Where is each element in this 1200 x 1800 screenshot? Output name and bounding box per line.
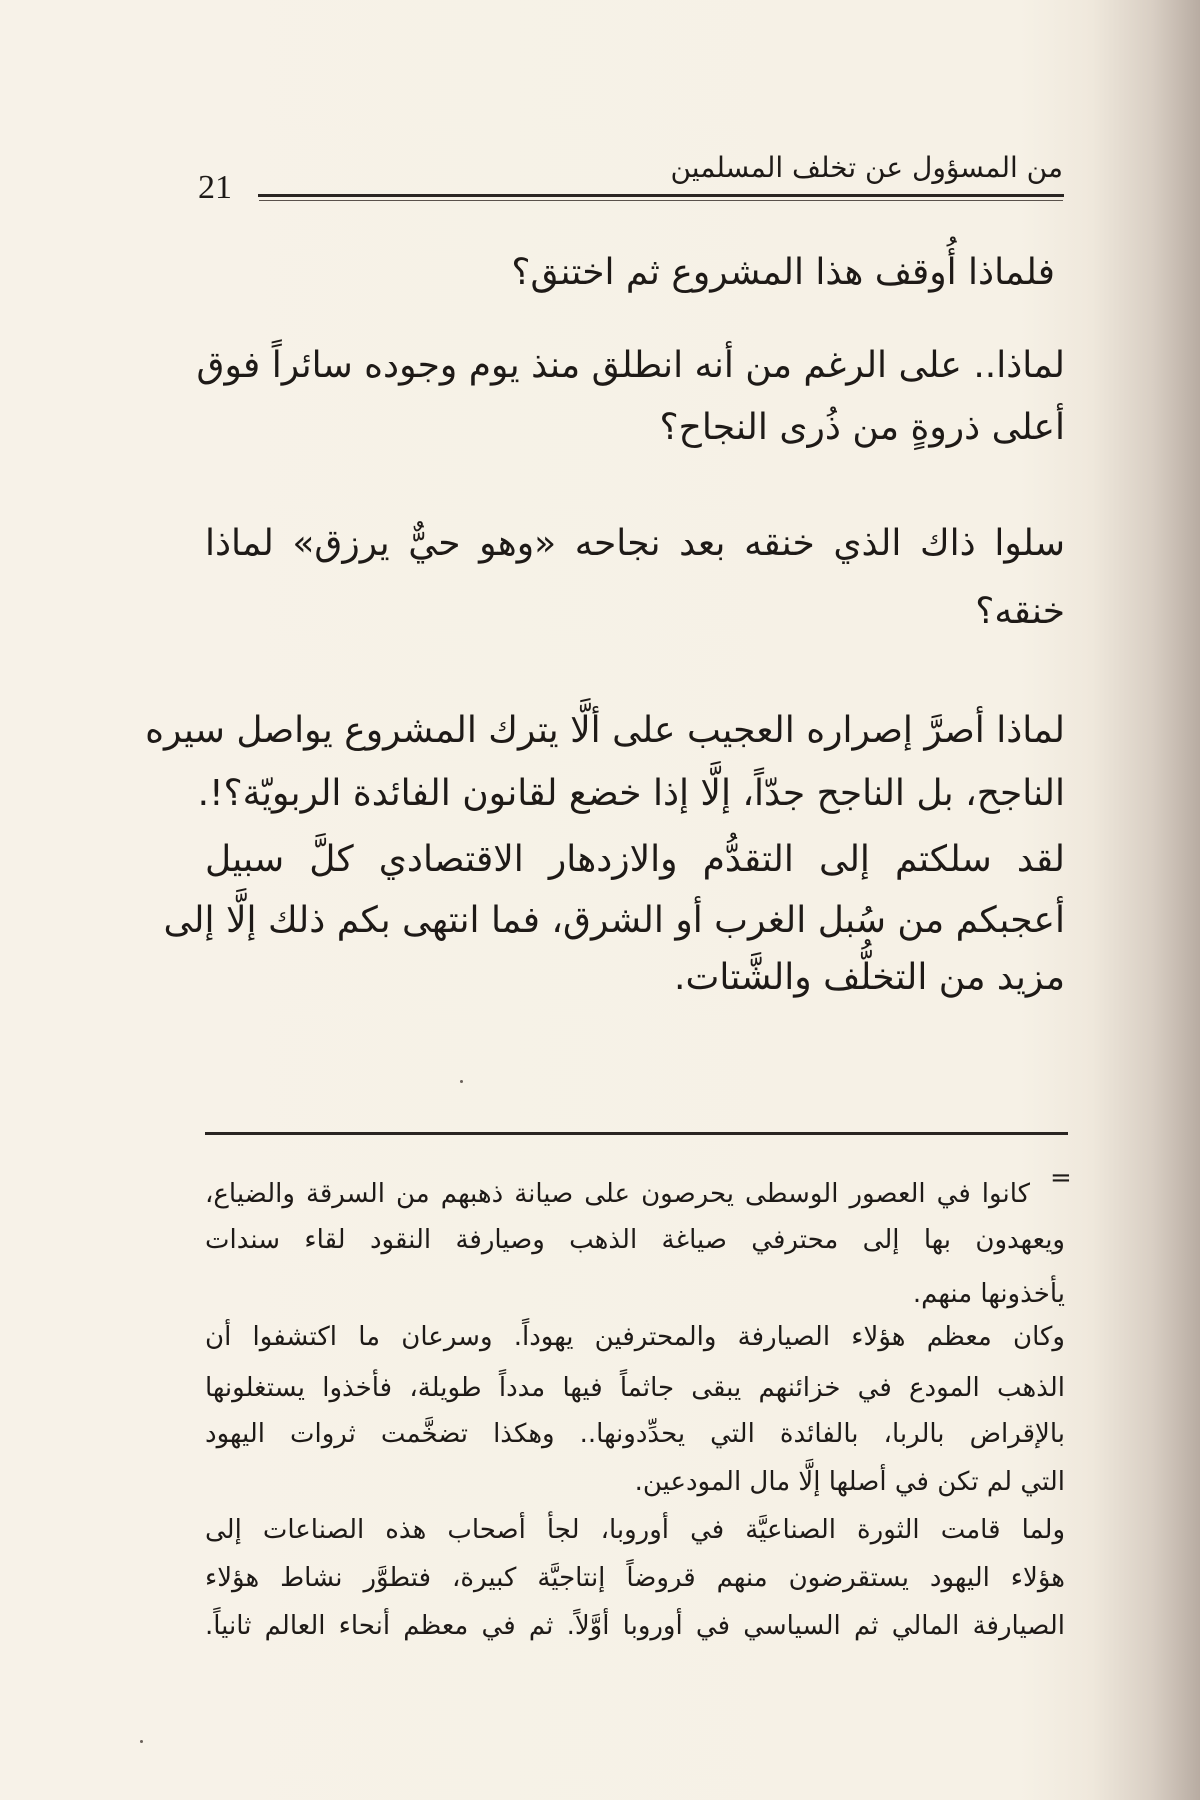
footnote-line: ولما قامت الثورة الصناعيَّة في أوروبا، لجأ أصحاب هذه الصناعات إلى [205, 1515, 1065, 1545]
body-line: لماذا.. على الرغم من أنه انطلق منذ يوم وجوده سائراً فوق [196, 345, 1065, 386]
body-line: لماذا أصرَّ إصراره العجيب على ألَّا يترك المشروع يواصل سيره [145, 710, 1065, 751]
body-line: أعلى ذروةٍ من ذُرى النجاح؟ [659, 407, 1065, 448]
paper-speck [140, 1740, 143, 1743]
footnote-line: هؤلاء اليهود يستقرضون منهم قروضاً إنتاجيَّة كبيرة، فتطوَّر نشاط هؤلاء [205, 1563, 1065, 1593]
footnote-separator-rule [205, 1132, 1068, 1135]
body-line: أعجبكم من سُبل الغرب أو الشرق، فما انتهى بكم ذلك إلَّا إلى [163, 900, 1065, 941]
page-number: 21 [198, 169, 232, 206]
body-line: مزيد من التخلُّف والشَّتات. [674, 957, 1065, 998]
running-head-title: من المسؤول عن تخلف المسلمين [670, 151, 1063, 184]
header-double-rule [258, 194, 1064, 197]
body-line: الناجح، بل الناجح جدّاً، إلَّا إذا خضع لقانون الفائدة الربويّة؟!. [197, 773, 1065, 814]
footnote-line: كانوا في العصور الوسطى يحرصون على صيانة ذهبهم من السرقة والضياع، [205, 1179, 1030, 1209]
footnote-line: التي لم تكن في أصلها إلَّا مال المودعين. [634, 1467, 1065, 1497]
body-line: فلماذا أُوقف هذا المشروع ثم اختنق؟ [511, 252, 1055, 293]
body-line: لقد سلكتم إلى التقدُّم والازدهار الاقتصادي كلَّ سبيل [205, 839, 1065, 880]
paper-speck [460, 1080, 463, 1083]
footnote-line: الصيارفة المالي ثم السياسي في أوروبا أوَّلاً. ثم في معظم أنحاء العالم ثانياً. [205, 1611, 1065, 1641]
footnote-line: الذهب المودع في خزائنهم يبقى جاثماً فيها مدداً طويلة، فأخذوا يستغلونها [205, 1373, 1065, 1403]
body-line: سلوا ذاك الذي خنقه بعد نجاحه «وهو حيٌّ يرزق» لماذا [205, 523, 1065, 564]
footnote-continuation-mark: = [1050, 1163, 1072, 1193]
footnote-line: بالإقراض بالربا، بالفائدة التي يحدِّدونها.. وهكذا تضخَّمت ثروات اليهود [205, 1419, 1065, 1449]
body-line: خنقه؟ [975, 591, 1065, 632]
footnote-line: يأخذونها منهم. [912, 1279, 1065, 1309]
footnote-line: ويعهدون بها إلى محترفي صياغة الذهب وصيارفة النقود لقاء سندات [205, 1225, 1065, 1255]
footnote-line: وكان معظم هؤلاء الصيارفة والمحترفين يهوداً. وسرعان ما اكتشفوا أن [205, 1322, 1065, 1352]
